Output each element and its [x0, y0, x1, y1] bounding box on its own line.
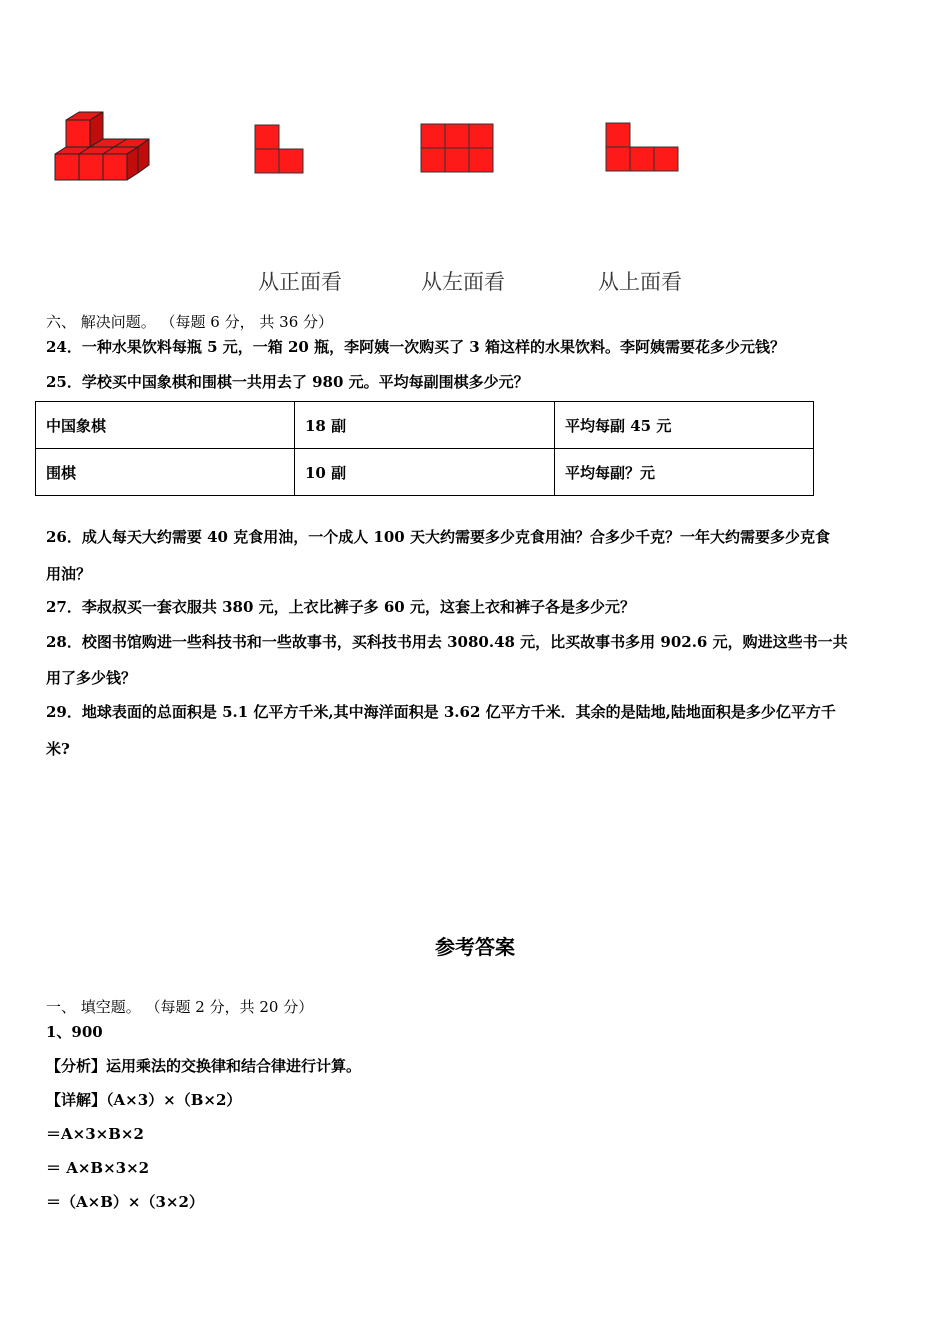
answer-1-step-1: ＝A×3×B×2: [46, 1125, 144, 1143]
question-25-table: [35, 401, 814, 496]
left-view-figure: [420, 123, 494, 173]
table-cell: 10 副: [295, 449, 555, 496]
table-cell: 中国象棋: [36, 402, 295, 449]
question-29-line-2: 米?: [46, 740, 70, 758]
question-26-line-1: 26．成人每天大约需要 40 克食用油，一个成人 100 天大约需要多少克食用油？合多少千克？一年大约需要多少克食: [46, 528, 830, 546]
answers-section-1-heading: 一、 填空题。 （每题 2 分，共 20 分）: [46, 998, 314, 1016]
question-28-line-1: 28．校图书馆购进一些科技书和一些故事书，买科技书用去 3080.48 元，比买故事书多用 902.6 元，购进这些书一共: [46, 633, 848, 651]
question-24: 24．一种水果饮料每瓶 5 元，一箱 20 瓶，李阿姨一次购买了 3 箱这样的水果饮料。李阿姨需要花多少元钱？: [46, 338, 785, 356]
section-6-heading: 六、 解决问题。 （每题 6 分， 共 36 分）: [46, 313, 334, 331]
question-26-line-2: 用油？: [46, 565, 92, 583]
table-cell: 围棋: [36, 449, 295, 496]
answer-1-step-2: ＝ A×B×3×2: [46, 1159, 150, 1177]
front-view-figure: [254, 124, 304, 174]
front-view-label: 从正面看: [258, 270, 342, 294]
table-row: [36, 449, 814, 496]
answer-1: 1、900: [46, 1023, 103, 1041]
answers-title: 参考答案: [435, 935, 515, 959]
answer-1-analysis: 【分析】运用乘法的交换律和结合律进行计算。: [46, 1057, 362, 1075]
answer-1-step-3: ＝（A×B）×（3×2）: [46, 1193, 204, 1211]
question-29-line-1: 29．地球表面的总面积是 5.1 亿平方千米,其中海洋面积是 3.62 亿平方千米．其余的是陆地,陆地面积是多少亿平方千: [46, 703, 836, 721]
table-cell: 平均每副？元: [555, 449, 814, 496]
table-cell: 18 副: [295, 402, 555, 449]
top-view-figure: [605, 122, 679, 172]
question-28-line-2: 用了多少钱？: [46, 669, 137, 687]
table-cell: 平均每副 45 元: [555, 402, 814, 449]
cube-solid-figure: [50, 108, 152, 184]
answer-1-detail: 【详解】（A×3）×（B×2）: [46, 1091, 242, 1109]
left-view-label: 从左面看: [421, 270, 505, 294]
question-27: 27．李叔叔买一套衣服共 380 元，上衣比裤子多 60 元，这套上衣和裤子各是多少元？: [46, 598, 635, 616]
question-25: 25．学校买中国象棋和围棋一共用去了 980 元。平均每副围棋多少元？: [46, 373, 529, 391]
top-view-label: 从上面看: [598, 270, 682, 294]
table-row: [36, 402, 814, 449]
